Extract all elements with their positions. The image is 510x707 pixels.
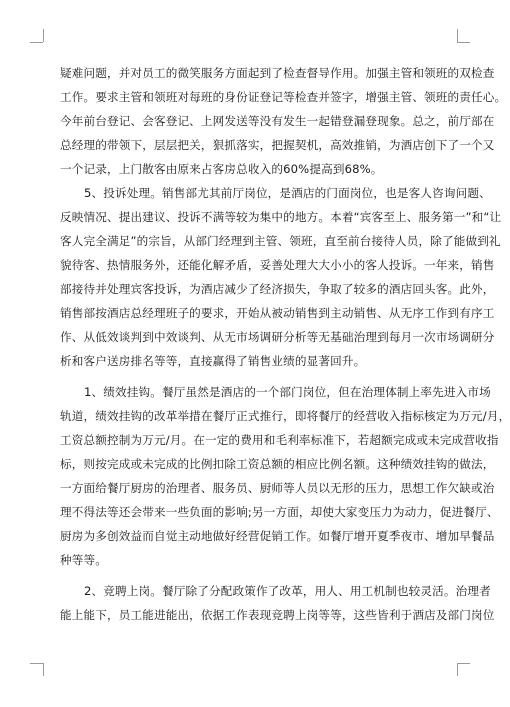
document-body	[60, 61, 510, 627]
corner-mark-top-right-h	[457, 42, 470, 43]
corner-mark-bottom-left-h	[30, 663, 43, 664]
document-text-line: 轨道，绩效挂钩的改革举措在餐厅正式推行，即将餐厅的经营收入指标核定为万元/月，	[60, 409, 510, 423]
document-text-line: 2、竞聘上岗。餐厅除了分配政策作了改革，用人、用工机制也较灵活。治理者	[84, 584, 491, 598]
document-text-line: 析和客户送房排名等等，直接赢得了销售业绩的显著回升。	[60, 354, 366, 368]
document-text-line: 种等等。	[60, 553, 107, 567]
corner-mark-bottom-right-v	[457, 663, 458, 676]
document-text-line: 工作。要求主管和领班对每班的身份证登记等检查并签字，增强主管、领班的责任心。	[60, 90, 507, 104]
document-text-line: 销售部按酒店总经理班子的要求，开始从被动销售到主动销售、从无序工作到有序工	[60, 306, 495, 320]
document-text-line: 貌待客、热情服务外，还能化解矛盾，妥善处理大大小小的客人投诉。一年来，销售	[60, 258, 495, 272]
paragraph-gap	[60, 572, 450, 579]
document-text-line: 一个记录，上门散客由原来占客房总收入的60%提高到68%。	[60, 162, 383, 176]
document-text-line: 作、从低效谈判到中效谈判、从无市场调研分析等无基础治理到每月一次市场调研分	[60, 330, 495, 344]
document-text-line: 标，则按完成或未完成的比例扣除工资总额的相应比例名额。这种绩效挂钩的做法，	[60, 457, 495, 471]
document-text-line: 厨房为多创效益而自觉主动地做好经营促销工作。如餐厅增开夏季夜市、增加早餐品	[60, 529, 495, 543]
document-text-line: 总经理的带领下，层层把关，狠抓落实，把握契机，高效推销，为酒店创下了一个又	[60, 138, 495, 152]
document-text-line: 部接待并处理宾客投诉，为酒店减少了经济损失，争取了较多的酒店回头客。此外，	[60, 282, 495, 296]
paragraph-gap	[60, 373, 450, 380]
document-text-line: 反映情况、提出建议、投诉不满等较为集中的地方。本着“宾客至上、服务第一”和“让	[60, 210, 502, 224]
document-text-line: 1、绩效挂钩。餐厅虽然是酒店的一个部门岗位，但在治理体制上率先进入市场	[84, 385, 491, 399]
corner-mark-bottom-left-v	[43, 663, 44, 676]
document-text-line: 理不得法等还会带来一些负面的影响;另一方面，却使大家变压力为动力，促进餐厅、	[60, 505, 499, 519]
corner-mark-bottom-right-h	[457, 663, 470, 664]
corner-mark-top-left-h	[30, 42, 43, 43]
document-text-line: 5、投诉处理。销售部尤其前厅岗位，是酒店的门面岗位，也是客人咨询问题、	[84, 186, 491, 200]
corner-mark-top-left-v	[43, 29, 44, 42]
document-text-line: 客人完全满足”的宗旨，从部门经理到主管、领班，直至前台接待人员，除了能做到礼	[60, 234, 501, 248]
document-text-line: 工资总额控制为万元/月。在一定的费用和毛利率标准下，若超额完成或未完成营收指	[60, 433, 499, 447]
corner-mark-top-right-v	[457, 29, 458, 42]
document-text-line: 一方面给餐厅厨房的治理者、服务员、厨师等人员以无形的压力，思想工作欠缺或治	[60, 481, 495, 495]
document-text-line: 疑难问题，并对员工的微笑服务方面起到了检查督导作用。加强主管和领班的双检查	[60, 66, 495, 80]
document-text-line: 能上能下，员工能进能出，依据工作表现竞聘上岗等等，这些皆利于酒店及部门岗位	[60, 608, 495, 622]
document-text-line: 今年前台登记、会客登记、上网发送等没有发生一起错登漏登现象。总之，前厅部在	[60, 114, 495, 128]
